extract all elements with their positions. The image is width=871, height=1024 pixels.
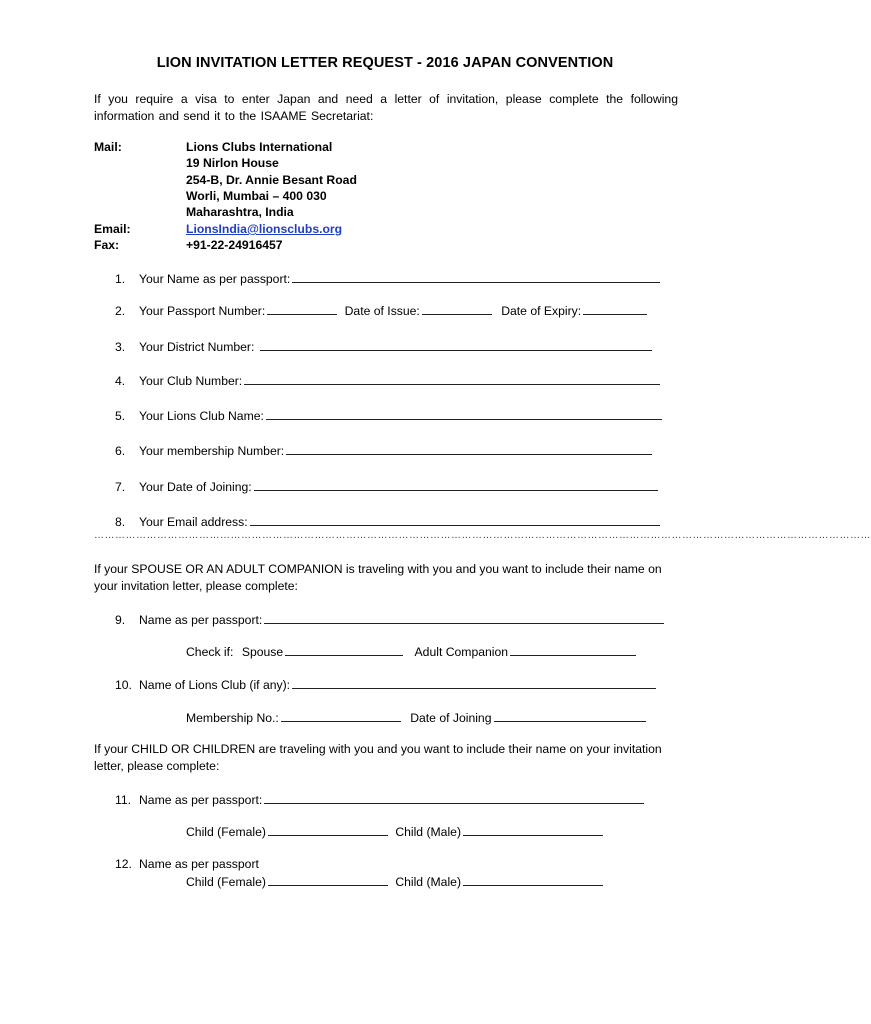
question-label: Your District Number:: [139, 340, 255, 354]
question-label: Your membership Number:: [139, 444, 285, 458]
question-3: 3. Your District Number:: [115, 338, 652, 355]
name-passport-field[interactable]: [292, 270, 660, 283]
companion-membership-field[interactable]: [281, 709, 401, 722]
adult-companion-label: Adult Companion: [414, 645, 509, 659]
dotted-divider: ……………………………………………………………………………………………………………………………………………………………………………………………………: [94, 530, 871, 541]
date-of-joining-field[interactable]: [254, 478, 658, 491]
date-of-issue-field[interactable]: [422, 302, 492, 315]
adult-companion-check-field[interactable]: [510, 643, 636, 656]
joining-date-label: Date of Joining: [410, 711, 492, 725]
question-label: Your Club Number:: [139, 374, 243, 388]
companion-joining-field[interactable]: [494, 709, 646, 722]
date-of-issue-label: Date of Issue:: [344, 304, 420, 318]
district-number-field[interactable]: [260, 338, 652, 351]
mail-label: Mail:: [94, 140, 122, 154]
question-label: Your Date of Joining:: [139, 480, 252, 494]
question-label: Name as per passport:: [139, 613, 263, 627]
spouse-intro: If your SPOUSE OR AN ADULT COMPANION is traveling with you and you want to include their name on your invitation letter, please complete:: [94, 562, 662, 593]
children-intro: If your CHILD OR CHILDREN are traveling with you and you want to include their name on your invitation letter, please complete:: [94, 742, 662, 773]
mail-line: Lions Clubs International: [186, 140, 333, 154]
spouse-name-field[interactable]: [264, 611, 664, 624]
question-11: 11. Name as per passport:: [115, 791, 644, 808]
fax-number: +91-22-24916457: [186, 238, 283, 252]
spouse-check-row: [186, 643, 636, 660]
page-title: LION INVITATION LETTER REQUEST - 2016 JAPAN CONVENTION: [156, 55, 614, 71]
mail-line: Worli, Mumbai – 400 030: [186, 189, 327, 203]
child-female-field[interactable]: [268, 823, 388, 836]
question-label: Name as per passport:: [139, 793, 263, 807]
question-label: Name of Lions Club (if any):: [139, 678, 291, 692]
date-of-expiry-label: Date of Expiry:: [501, 304, 582, 318]
question-label: Name as per passport: [139, 857, 259, 871]
membership-number-field[interactable]: [286, 442, 652, 455]
question-2: 2. Your Passport Number: Date of Issue: Date of Expiry:: [115, 302, 647, 319]
question-4: 4. Your Club Number:: [115, 372, 660, 389]
question-12: 12. Name as per passport: [115, 857, 259, 871]
mail-line: Maharashtra, India: [186, 205, 294, 219]
question-9: 9. Name as per passport:: [115, 611, 664, 628]
child-male-field[interactable]: [463, 823, 603, 836]
question-5: 5. Your Lions Club Name:: [115, 407, 662, 424]
child-row-1: [186, 823, 603, 840]
child-female-label: Child (Female): [186, 825, 266, 839]
mail-line: 19 Nirlon House: [186, 156, 279, 170]
email-address-field[interactable]: [250, 513, 660, 526]
membership-no-label: Membership No.:: [186, 711, 279, 725]
intro-paragraph: If you require a visa to enter Japan and need a letter of invitation, please complete the following information and send it to the ISAAME Secretariat:: [94, 92, 678, 123]
companion-membership-row: [186, 709, 646, 726]
question-label: Your Name as per passport:: [139, 272, 291, 286]
club-number-field[interactable]: [244, 372, 660, 385]
email-label: Email:: [94, 222, 131, 236]
mail-line: 254-B, Dr. Annie Besant Road: [186, 173, 357, 187]
child-row-2: [186, 873, 603, 890]
question-label: Your Email address:: [139, 515, 248, 529]
passport-number-field[interactable]: [267, 302, 337, 315]
child-female-field[interactable]: [268, 873, 388, 886]
question-6: 6. Your membership Number:: [115, 442, 652, 459]
spouse-check-field[interactable]: [285, 643, 403, 656]
check-if-label: Check if:: [186, 645, 234, 659]
question-1: 1. Your Name as per passport:: [115, 270, 660, 287]
question-8: 8. Your Email address:: [115, 513, 660, 530]
date-of-expiry-field[interactable]: [583, 302, 647, 315]
lions-club-name-field[interactable]: [266, 407, 662, 420]
child-male-field[interactable]: [463, 873, 603, 886]
child-male-label: Child (Male): [395, 825, 462, 839]
question-10: 10. Name of Lions Club (if any):: [115, 676, 656, 693]
spouse-label: Spouse: [241, 645, 284, 659]
child-name-field[interactable]: [264, 791, 644, 804]
child-female-label: Child (Female): [186, 875, 266, 889]
companion-club-field[interactable]: [292, 676, 656, 689]
child-male-label: Child (Male): [395, 875, 462, 889]
email-link[interactable]: LionsIndia@lionsclubs.org: [186, 222, 343, 236]
question-label: Your Lions Club Name:: [139, 409, 264, 423]
question-label: Your Passport Number:: [139, 304, 266, 318]
question-7: 7. Your Date of Joining:: [115, 478, 658, 495]
fax-label: Fax:: [94, 238, 120, 252]
